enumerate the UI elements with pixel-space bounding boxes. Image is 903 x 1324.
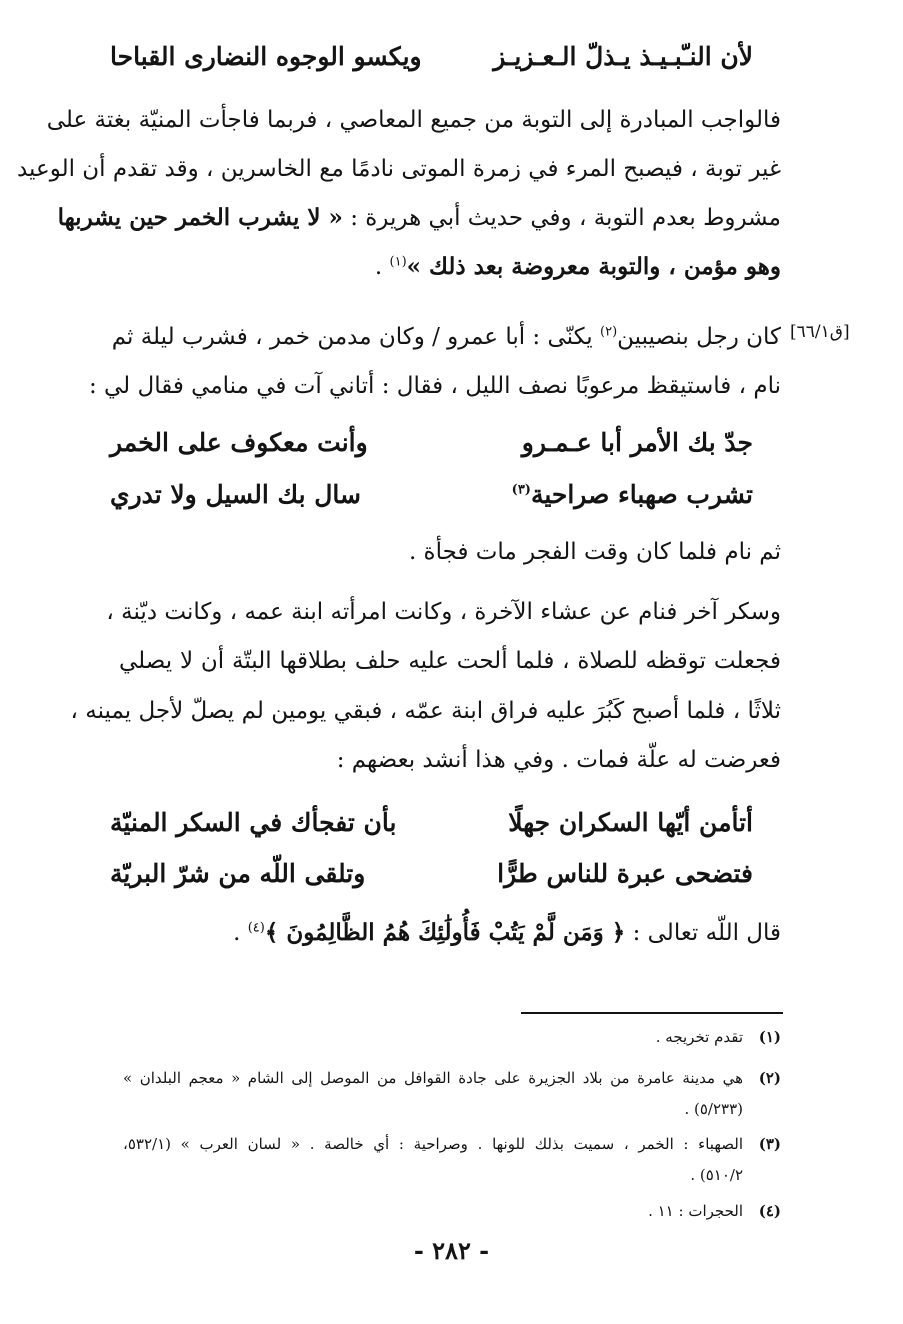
footnote-2-number: (٢) <box>758 1069 781 1087</box>
verse-3-line-1-left: بأن تفجأك في السكر المنيّة <box>110 808 397 837</box>
quran-quote-line <box>151 918 781 948</box>
verse-3-line-2-right: فتضحى عبرة للناس طرًّا <box>497 859 753 888</box>
paragraph-2-line-1 <box>111 322 781 352</box>
page-number: - ٢٨٢ - <box>413 1236 490 1265</box>
footnote-3-text-line-1: الصهباء : الخمر ، سميت بذلك للونها . وصراحية : أي خالصة . « لسان العرب » (٥٣٢/١، <box>123 1135 743 1153</box>
hadith-quote-part-2: وهو مؤمن ، والتوبة معروضة بعد ذلك » <box>406 253 781 280</box>
verse-2-line-1-right: جدّ بك الأمر أبا عـمـرو <box>521 428 753 457</box>
opening-verse-right-hemistich: لأن النـّبـيـذ يـذلّ الـعـزيـز <box>493 42 753 71</box>
footnote-3-text-line-2: ٥١٠/٢) . <box>690 1166 743 1184</box>
paragraph-3-line-3: ثلاثًا ، فلما أصبح كَبُرَ عليه فراق ابنة عمّه ، فبقي يومين لم يصلّ لأجل يمينه ، <box>70 698 781 724</box>
paragraph-1-line-2: غير توبة ، فيصبح المرء في زمرة الموتى نادمًا مع الخاسرين ، وقد تقدم أن الوعيد <box>16 156 781 182</box>
paragraph-3-line-4: فعرضت له علّة فمات . وفي هذا أنشد بعضهم : <box>336 747 781 773</box>
opening-verse-left-hemistich: ويكسو الوجوه النضارى القباحا <box>110 42 422 71</box>
footnote-4-number: (٤) <box>758 1202 781 1220</box>
footnote-3-number: (٣) <box>758 1135 781 1153</box>
hadith-quote-part-1: « لا يشرب الخمر حين يشربها <box>57 204 343 231</box>
paragraph-2-line-2: نام ، فاستيقظ مرعوبًا نصف الليل ، فقال : أتاني آت في منامي فقال لي : <box>88 373 781 399</box>
verse-3-line-2-left: وتلقى اللّه من شرّ البريّة <box>110 859 366 888</box>
paragraph-1-line-1: فالواجب المبادرة إلى التوبة من جميع المعاصي ، فربما فاجأت المنيّة بغتة على <box>46 107 781 133</box>
verse-2-line-2-right-text: تشرب صهباء صراحية <box>530 480 753 509</box>
footnote-1-text: تقدم تخريجه . <box>655 1028 743 1046</box>
footnote-marker-4: (٤) <box>247 920 265 936</box>
verse-2-line-2-left: سال بك السيل ولا تدري <box>110 480 361 509</box>
footnote-2-text-line-1: هي مدينة عامرة من بلاد الجزيرة على جادة القوافل من الموصل إلى الشام « معجم البلدان » <box>123 1069 743 1087</box>
footnote-4-text: الحجرات : ١١ . <box>648 1202 743 1220</box>
footnote-1-number: (١) <box>758 1028 781 1046</box>
quran-intro: قال اللّه تعالى : <box>625 920 781 946</box>
verse-2-line-2-right <box>512 478 753 512</box>
after-verse-2-line: ثم نام فلما كان وقت الفجر مات فجأة . <box>408 539 781 565</box>
paragraph-3-line-1: وسكر آخر فنام عن عشاء الآخرة ، وكانت امرأته ابنة عمه ، وكانت ديّنة ، <box>106 599 781 625</box>
footnote-separator <box>521 1012 783 1014</box>
paragraph-1-end: . <box>374 254 390 280</box>
footnote-2-text-line-2: (٥/٢٣٣) . <box>684 1100 743 1118</box>
paragraph-1-line-4 <box>119 252 781 282</box>
verse-3-line-1-right: أتأمن أيّها السكران جهلًا <box>508 808 753 837</box>
quran-verse: ﴿ وَمَن لَّمْ يَتُبْ فَأُولَٰئِكَ هُمُ الظَّالِمُونَ ﴾ <box>264 919 626 946</box>
footnote-marker-3: (٣) <box>511 482 531 498</box>
footnote-marker-1: (١) <box>389 254 407 270</box>
verse-2-line-1-left: وأنت معكوف على الخمر <box>110 428 368 457</box>
quran-end: . <box>233 920 248 946</box>
paragraph-2-line-1-b: يكنّى : أبا عمرو / وكان مدمن خمر ، فشرب ليلة ثم <box>111 324 601 350</box>
paragraph-3-line-2: فجعلت توقظه للصلاة ، فلما ألحت عليه حلف بطلاقها البتّة أن لا يصلي <box>119 648 781 674</box>
paragraph-1-line-3-text: مشروط بعدم التوبة ، وفي حديث أبي هريرة : <box>350 205 781 231</box>
footnote-marker-2: (٢) <box>600 324 618 340</box>
paragraph-1-line-3 <box>57 203 781 233</box>
paragraph-2-line-1-a: كان رجل بنصيبين <box>617 324 781 350</box>
manuscript-folio-reference: [ق٦٦/١] <box>790 322 850 342</box>
